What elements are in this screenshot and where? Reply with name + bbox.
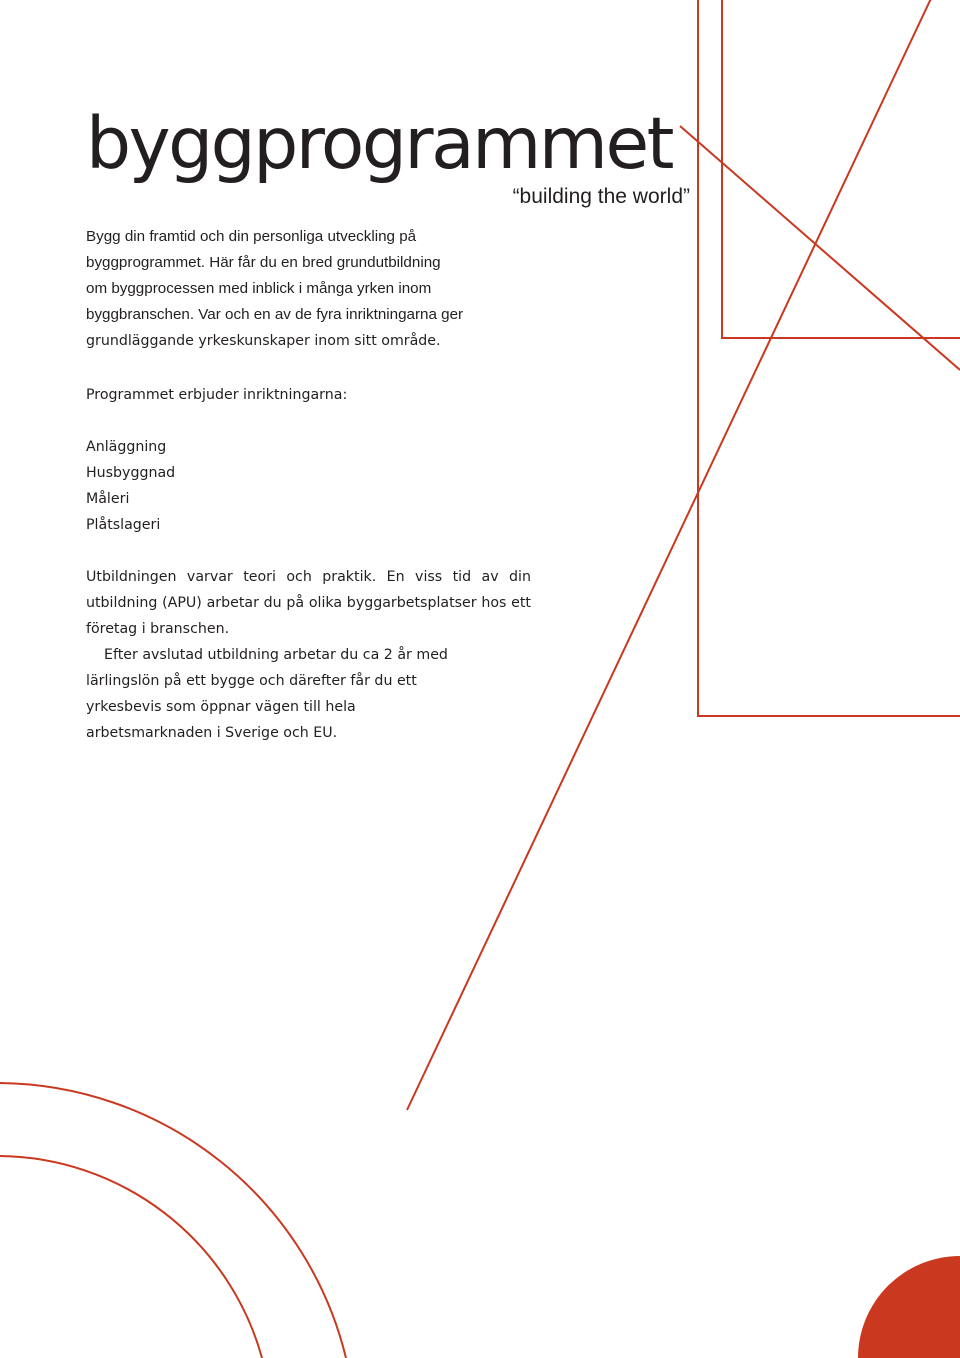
tracks-list xyxy=(86,434,531,538)
intro-line-2: byggprogrammet. Här får du en bred grundutbildning xyxy=(86,254,441,271)
track-item: Anläggning xyxy=(86,439,167,455)
paragraph-after: Efter avslutad utbildning arbetar du ca 2 år med lärlingslön på ett bygge och därefter får du ett yrkesbevis som öppnar vägen till hela arbetsmarknaden i Sverige och EU. xyxy=(86,647,448,741)
paragraph-theory: Utbildningen varvar teori och praktik. En viss tid av din utbildning (APU) arbetar du på olika byggarbetsplatser hos ett företag i branschen. xyxy=(86,569,531,637)
offer-heading: Programmet erbjuder inriktningarna: xyxy=(86,387,348,403)
track-item: Måleri xyxy=(86,491,130,507)
decor-rect-outer xyxy=(698,0,960,716)
track-item: Plåtslageri xyxy=(86,517,161,533)
decor-quarter-circle xyxy=(858,1256,960,1358)
intro-line-3: om byggprocessen med inblick i många yrken inom xyxy=(86,280,432,297)
intro-line-1: Bygg din framtid och din personliga utveckling på xyxy=(86,228,417,245)
page-title: byggprogrammet xyxy=(86,102,672,185)
tagline: “building the world” xyxy=(512,185,690,208)
decor-rect-inner xyxy=(722,0,960,338)
track-item: Husbyggnad xyxy=(86,465,176,481)
decor-arc-inner xyxy=(0,1156,262,1358)
intro-line-4: byggbranschen. Var och en av de fyra inriktningarna ger xyxy=(86,306,464,323)
body-content xyxy=(86,224,531,746)
intro-line-5: grundläggande yrkeskunskaper inom sitt område. xyxy=(86,333,441,349)
